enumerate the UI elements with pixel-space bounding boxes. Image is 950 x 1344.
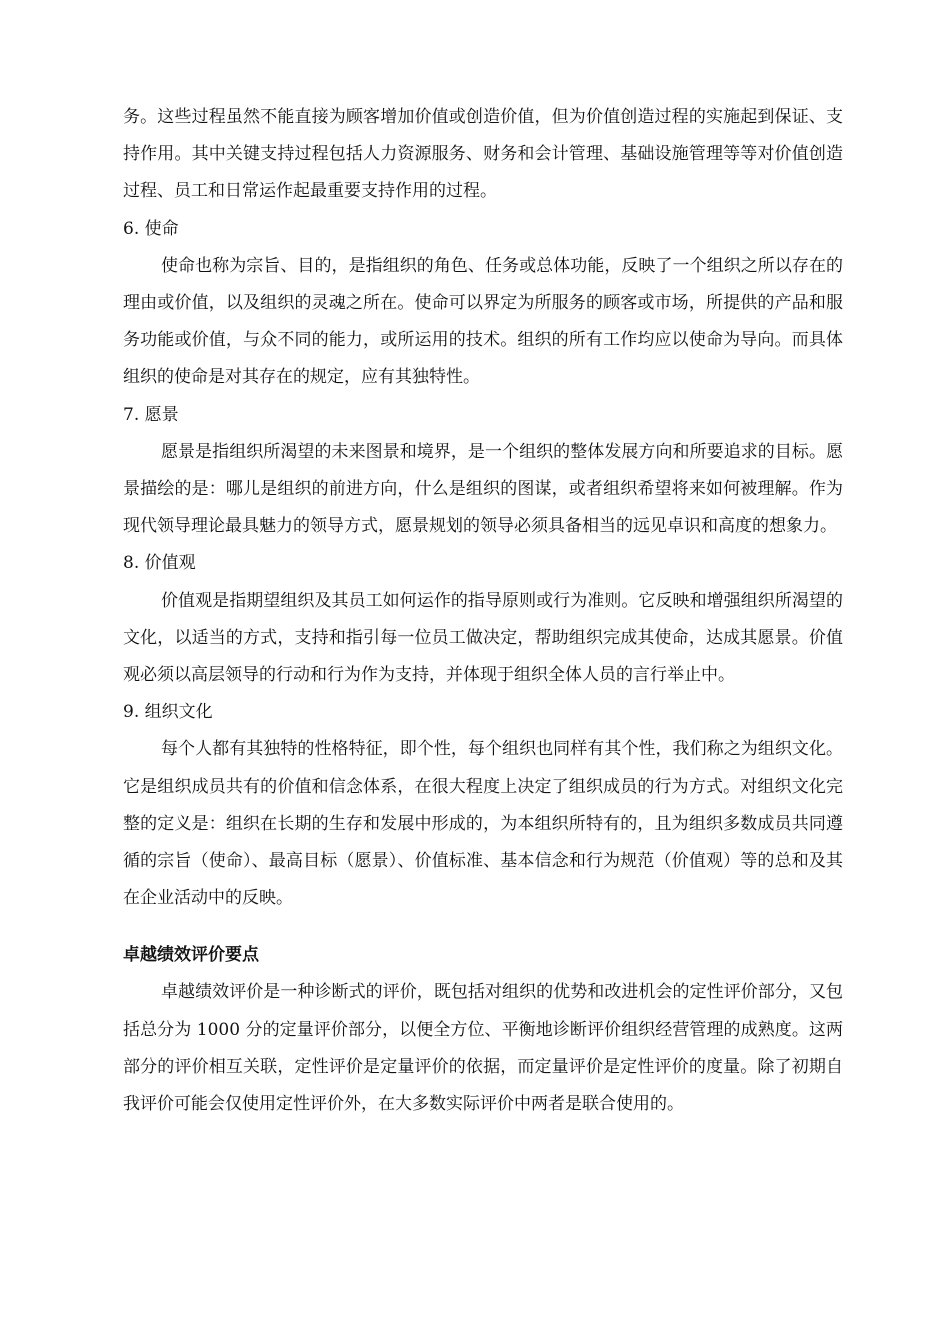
item-heading-mission: 6. 使命 [123, 218, 179, 239]
item-paragraph-values: 价值观是指期望组织及其员工如何运作的指导原则或行为准则。它反映和增强组织所渴望的文化，以适当的方式，支持和指引每一位员工做决定，帮助组织完成其使命，达成其愿景。价值观必须以高层领导的行动和行为作为支持，并体现于组织全体人员的言行举止中。 [123, 590, 843, 686]
section-paragraph: 卓越绩效评价是一种诊断式的评价，既包括对组织的优势和改进机会的定性评价部分，又包括总分为 1000 分的定量评价部分，以便全方位、平衡地诊断评价组织经营管理的成熟度。这两部分的评价相互关联，定性评价是定量评价的依据，而定量评价是定性评价的度量。除了初期自我评价可能会仅使用定性评价外，在大多数实际评价中两者是联合使用的。 [123, 982, 843, 1115]
document-page [123, 99, 843, 1123]
item-paragraph-mission: 使命也称为宗旨、目的，是指组织的角色、任务或总体功能，反映了一个组织之所以存在的理由或价值，以及组织的灵魂之所在。使命可以界定为所服务的顾客或市场，所提供的产品和服务功能或价值，与众不同的能力，或所运用的技术。组织的所有工作均应以使命为导向。而具体组织的使命是对其存在的规定，应有其独特性。 [123, 255, 843, 388]
item-paragraph-culture: 每个人都有其独特的性格特征，即个性，每个组织也同样有其个性，我们称之为组织文化。它是组织成员共有的价值和信念体系，在很大程度上决定了组织成员的行为方式。对组织文化完整的定义是：组织在长期的生存和发展中形成的，为本组织所特有的，且为组织多数成员共同遵循的宗旨（使命）、最高目标（愿景）、价值标准、基本信念和行为规范（价值观）等的总和及其在企业活动中的反映。 [123, 739, 843, 909]
item-paragraph-vision: 愿景是指组织所渴望的未来图景和境界，是一个组织的整体发展方向和所要追求的目标。愿景描绘的是：哪儿是组织的前进方向，什么是组织的图谋，或者组织希望将来如何被理解。作为现代领导理论最具魅力的领导方式，愿景规划的领导必须具备相当的远见卓识和高度的想象力。 [123, 441, 843, 537]
intro-paragraph: 务。这些过程虽然不能直接为顾客增加价值或创造价值，但为价值创造过程的实施起到保证、支持作用。其中关键支持过程包括人力资源服务、财务和会计管理、基础设施管理等等对价值创造过程、员工和日常运作起最重要支持作用的过程。 [123, 107, 843, 202]
item-heading-vision: 7. 愿景 [123, 404, 179, 425]
section-heading: 卓越绩效评价要点 [123, 945, 259, 966]
item-heading-values: 8. 价值观 [123, 553, 196, 574]
item-heading-culture: 9. 组织文化 [123, 702, 213, 723]
